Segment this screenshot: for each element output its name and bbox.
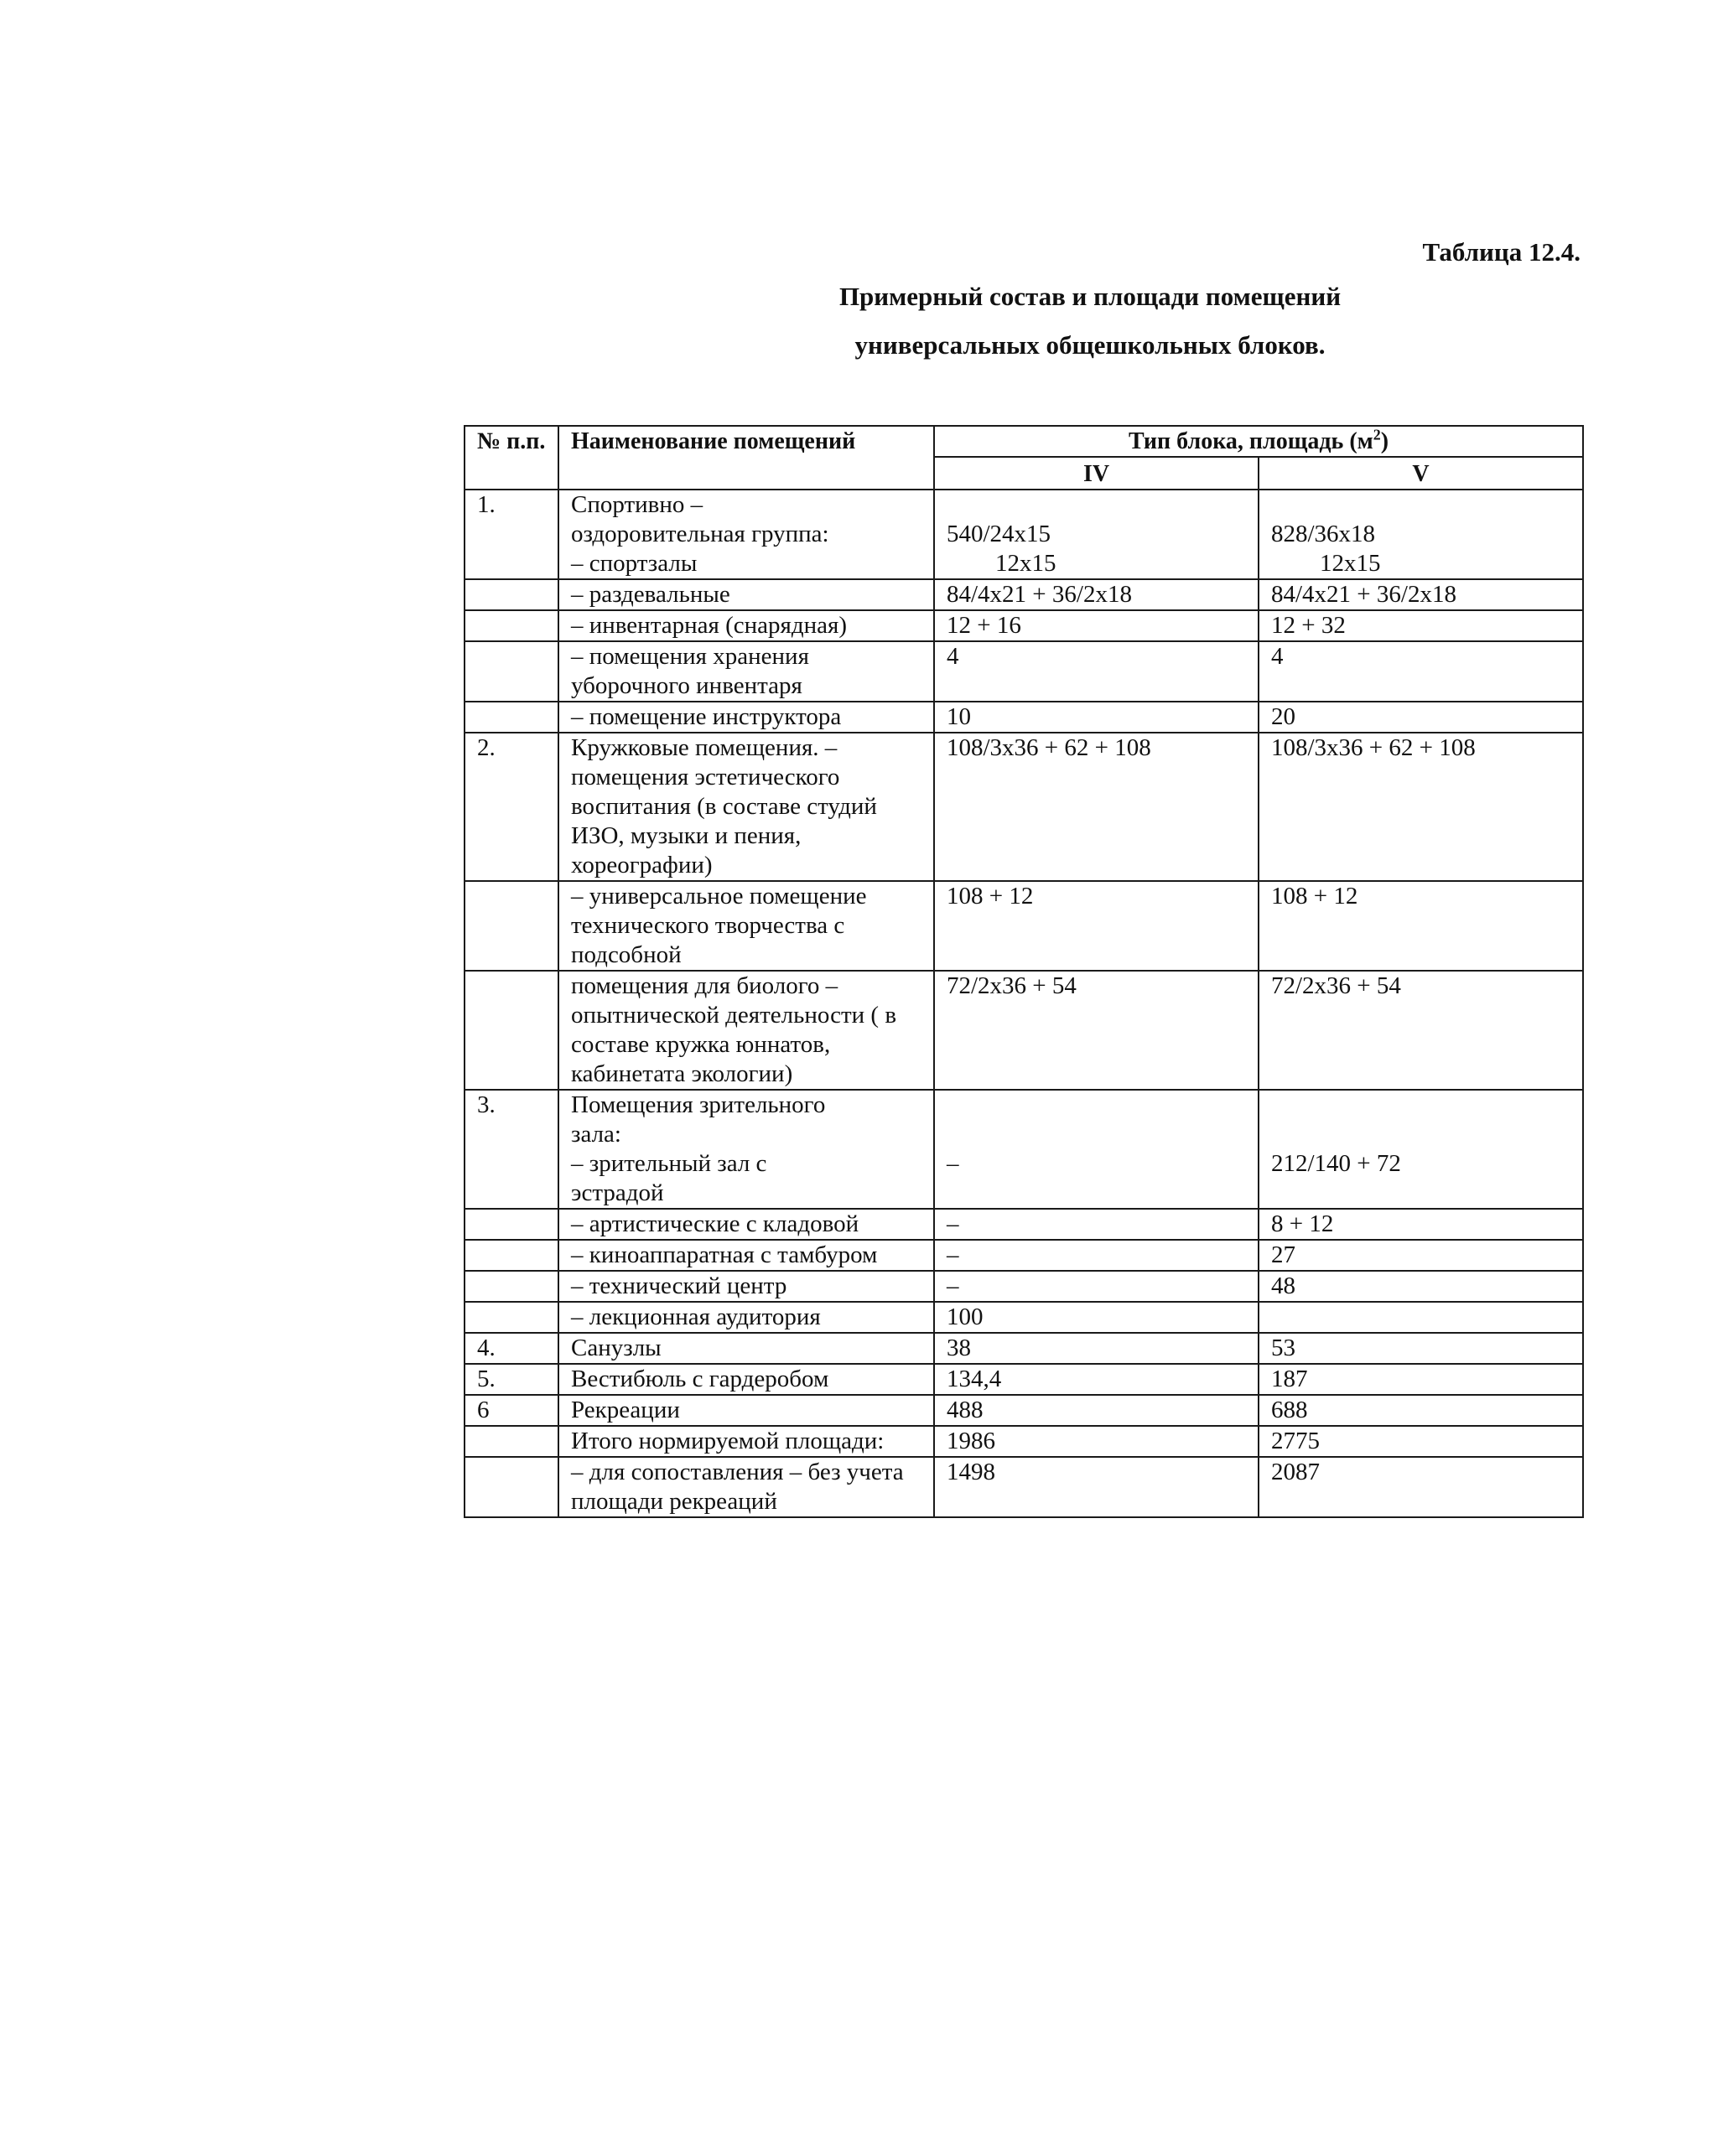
area-v: 108 + 12 xyxy=(1259,881,1583,971)
table-header-row xyxy=(465,426,1583,457)
area-v: 84/4х21 + 36/2х18 xyxy=(1259,579,1583,610)
area-iv: 4 xyxy=(934,641,1259,702)
row-number: 3. xyxy=(465,1090,558,1209)
row-number: 1. xyxy=(465,490,558,579)
table-row xyxy=(465,1395,1583,1426)
row-number xyxy=(465,1457,558,1517)
table-row xyxy=(465,1333,1583,1364)
area-iv: 108 + 12 xyxy=(934,881,1259,971)
table-row xyxy=(465,641,1583,702)
table-row xyxy=(465,1457,1583,1517)
row-number: 2. xyxy=(465,733,558,881)
table-row xyxy=(465,1364,1583,1395)
column-header-block-type: Тип блока, площадь $(м^2)$ xyxy=(934,426,1583,457)
area-iv: 108/3х36 + 62 + 108 xyxy=(934,733,1259,881)
area-v: 72/2х36 + 54 xyxy=(1259,971,1583,1090)
area-v: 4 xyxy=(1259,641,1583,702)
room-name: – для сопоставления – без учета площади рекреаций xyxy=(558,1457,934,1517)
table-row xyxy=(465,1426,1583,1457)
area-v: 48 xyxy=(1259,1271,1583,1302)
area-v: 187 xyxy=(1259,1364,1583,1395)
room-name: – помещение инструктора xyxy=(558,702,934,733)
row-number xyxy=(465,641,558,702)
room-name: – лекционная аудитория xyxy=(558,1302,934,1333)
row-number xyxy=(465,1209,558,1240)
area-v: 27 xyxy=(1259,1240,1583,1271)
area-iv: – xyxy=(934,1271,1259,1302)
area-v: 53 xyxy=(1259,1333,1583,1364)
table-number: Таблица 12.4. xyxy=(1422,237,1581,267)
row-number xyxy=(465,971,558,1090)
area-iv: 12 + 16 xyxy=(934,610,1259,641)
area-v: 688 xyxy=(1259,1395,1583,1426)
room-name: Спортивно – оздоровительная группа: – спортзалы xyxy=(558,490,934,579)
row-number: 5. xyxy=(465,1364,558,1395)
table-row xyxy=(465,1271,1583,1302)
area-v xyxy=(1259,1302,1583,1333)
table-row xyxy=(465,733,1583,881)
area-iv: – xyxy=(934,1209,1259,1240)
table-row xyxy=(465,579,1583,610)
area-iv: 1986 xyxy=(934,1426,1259,1457)
row-number xyxy=(465,610,558,641)
row-number: 6 xyxy=(465,1395,558,1426)
room-name: – технический центр xyxy=(558,1271,934,1302)
area-v: 2087 xyxy=(1259,1457,1583,1517)
area-v: 212/140 + 72 xyxy=(1259,1090,1583,1209)
area-iv: 84/4х21 + 36/2х18 xyxy=(934,579,1259,610)
room-name: – раздевальные xyxy=(558,579,934,610)
row-number xyxy=(465,579,558,610)
area-iv: 38 xyxy=(934,1333,1259,1364)
area-v: 20 xyxy=(1259,702,1583,733)
area-iv: 540/24х15 12х15 xyxy=(934,490,1259,579)
table-row xyxy=(465,490,1583,579)
column-header-v: V xyxy=(1259,457,1583,490)
table-row xyxy=(465,1209,1583,1240)
table-row xyxy=(465,1240,1583,1271)
room-name: помещения для биолого – опытнической деятельности ( в составе кружка юннатов, кабинетата экологии) xyxy=(558,971,934,1090)
table-row xyxy=(465,881,1583,971)
area-v: 108/3х36 + 62 + 108 xyxy=(1259,733,1583,881)
area-iv: 72/2х36 + 54 xyxy=(934,971,1259,1090)
area-iv: 1498 xyxy=(934,1457,1259,1517)
area-iv: – xyxy=(934,1240,1259,1271)
row-number xyxy=(465,881,558,971)
row-number: 4. xyxy=(465,1333,558,1364)
row-number xyxy=(465,702,558,733)
area-v: 828/36х18 12х15 xyxy=(1259,490,1583,579)
table-row xyxy=(465,702,1583,733)
room-name: – артистические с кладовой xyxy=(558,1209,934,1240)
area-v: 8 + 12 xyxy=(1259,1209,1583,1240)
room-name: Итого нормируемой площади: xyxy=(558,1426,934,1457)
table-row xyxy=(465,1302,1583,1333)
table-title-line-2: универсальных общешкольных блоков. xyxy=(854,330,1326,360)
column-header-number: № п.п. xyxy=(465,426,558,490)
column-header-iv: IV xyxy=(934,457,1259,490)
row-number xyxy=(465,1302,558,1333)
column-header-name: Наименование помещений xyxy=(558,426,934,490)
area-iv: 488 xyxy=(934,1395,1259,1426)
room-name: – инвентарная (снарядная) xyxy=(558,610,934,641)
room-name: Вестибюль с гардеробом xyxy=(558,1364,934,1395)
area-iv: – xyxy=(934,1090,1259,1209)
row-number xyxy=(465,1240,558,1271)
rooms-table xyxy=(464,425,1584,1518)
room-name: – универсальное помещение технического творчества с подсобной xyxy=(558,881,934,971)
row-number xyxy=(465,1426,558,1457)
table-title-line-1: Примерный состав и площади помещений xyxy=(838,282,1342,311)
row-number xyxy=(465,1271,558,1302)
room-name: Рекреации xyxy=(558,1395,934,1426)
table-row xyxy=(465,1090,1583,1209)
area-iv: 134,4 xyxy=(934,1364,1259,1395)
room-name: Санузлы xyxy=(558,1333,934,1364)
area-iv: 10 xyxy=(934,702,1259,733)
room-name: Помещения зрительного зала: – зрительный зал с эстрадой xyxy=(558,1090,934,1209)
table-row xyxy=(465,610,1583,641)
area-iv: 100 xyxy=(934,1302,1259,1333)
table-row xyxy=(465,971,1583,1090)
room-name: – помещения хранения уборочного инвентаря xyxy=(558,641,934,702)
room-name: Кружковые помещения. – помещения эстетического воспитания (в составе студий ИЗО, музыки и пения, хореографии) xyxy=(558,733,934,881)
area-v: 12 + 32 xyxy=(1259,610,1583,641)
room-name: – киноаппаратная с тамбуром xyxy=(558,1240,934,1271)
area-v: 2775 xyxy=(1259,1426,1583,1457)
